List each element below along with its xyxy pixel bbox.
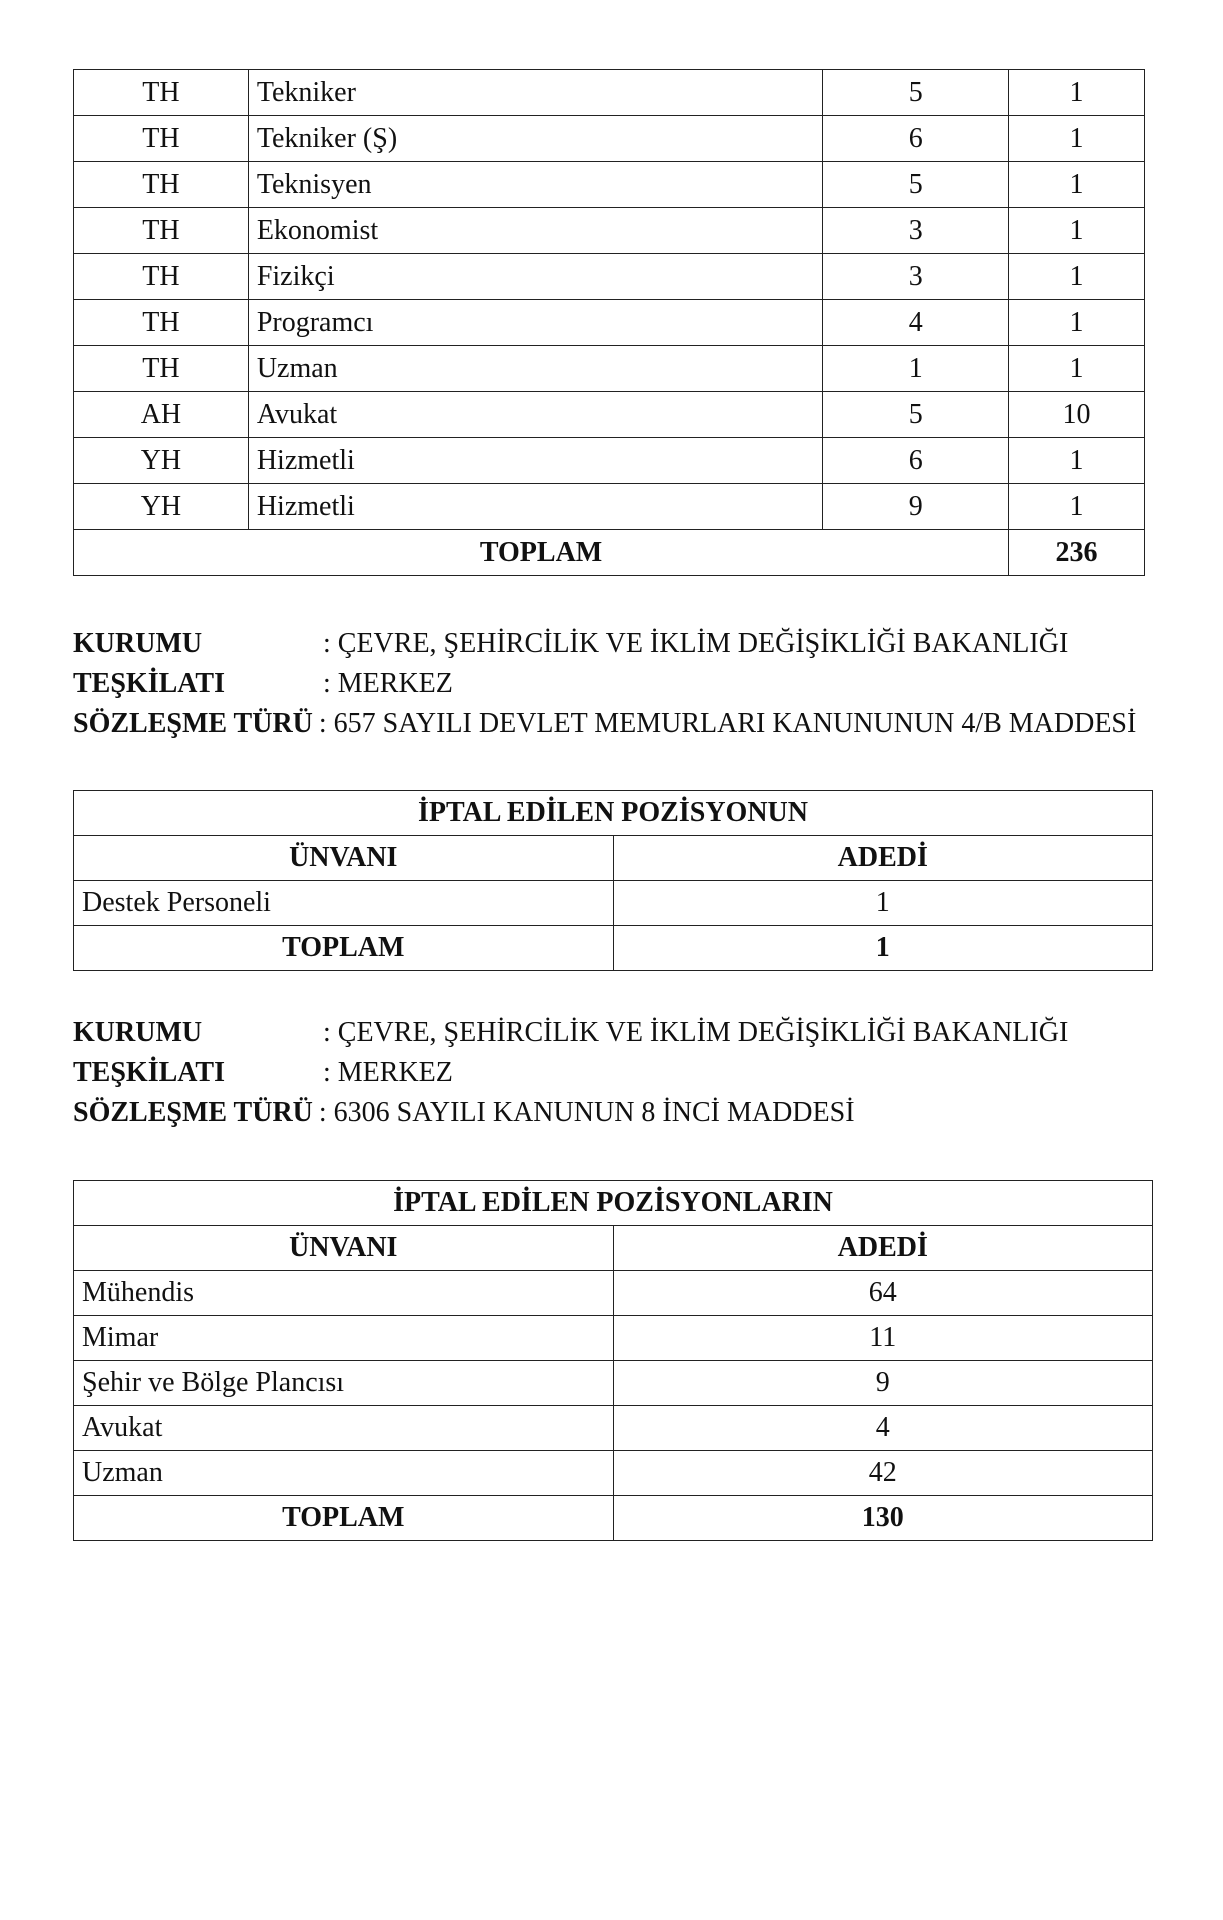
institution-label: KURUMU	[73, 628, 203, 659]
class-code: TH	[74, 70, 249, 116]
table-row	[74, 208, 1145, 254]
count: 1	[1009, 116, 1145, 162]
table-title: İPTAL EDİLEN POZİSYONLARIN	[74, 1181, 1153, 1226]
position-title: Fizikçi	[248, 254, 822, 300]
position-title: Teknisyen	[248, 162, 822, 208]
cancelled-positions-table	[73, 1180, 1153, 1541]
table-row	[74, 162, 1145, 208]
total-label: TOPLAM	[74, 1496, 614, 1541]
position-title: Tekniker	[248, 70, 822, 116]
count: 1	[1009, 484, 1145, 530]
table-row	[74, 1451, 1153, 1496]
table-row	[74, 484, 1145, 530]
count: 9	[613, 1361, 1152, 1406]
table-row	[74, 346, 1145, 392]
class-code: TH	[74, 162, 249, 208]
contract-type-value: : 657 SAYILI DEVLET MEMURLARI KANUNUNUN 4/B MADDESİ	[318, 708, 1137, 739]
institution-value: : ÇEVRE, ŞEHİRCİLİK VE İKLİM DEĞİŞİKLİĞİ BAKANLIĞI	[323, 628, 1069, 659]
institution-info	[73, 624, 1136, 744]
total-label: TOPLAM	[74, 926, 614, 971]
degree: 6	[823, 438, 1009, 484]
total-label: TOPLAM	[74, 530, 1009, 576]
organization-label: TEŞKİLATI	[73, 668, 225, 699]
institution-label: KURUMU	[73, 1017, 203, 1048]
count: 1	[1009, 208, 1145, 254]
position-title: Destek Personeli	[74, 881, 614, 926]
position-title: Avukat	[74, 1406, 614, 1451]
table-row	[74, 881, 1153, 926]
position-title: Hizmetli	[248, 484, 822, 530]
count: 42	[613, 1451, 1152, 1496]
table-row	[74, 116, 1145, 162]
institution-row	[73, 624, 1136, 664]
contract-type-value: : 6306 SAYILI KANUNUN 8 İNCİ MADDESİ	[318, 1097, 855, 1128]
total-row	[74, 530, 1145, 576]
table-row	[74, 1316, 1153, 1361]
class-code: YH	[74, 484, 249, 530]
column-header-title: ÜNVANI	[74, 1226, 614, 1271]
organization-value: : MERKEZ	[323, 668, 453, 699]
organization-row	[73, 664, 1136, 704]
table-row	[74, 70, 1145, 116]
position-title: Tekniker (Ş)	[248, 116, 822, 162]
organization-label: TEŞKİLATI	[73, 1057, 225, 1088]
contract-type-row	[73, 704, 1136, 744]
degree: 5	[823, 392, 1009, 438]
count: 1	[1009, 70, 1145, 116]
degree: 3	[823, 208, 1009, 254]
degree: 3	[823, 254, 1009, 300]
institution-row	[73, 1013, 1068, 1053]
table-row	[74, 1271, 1153, 1316]
class-code: YH	[74, 438, 249, 484]
position-title: Hizmetli	[248, 438, 822, 484]
table-row	[74, 438, 1145, 484]
degree: 4	[823, 300, 1009, 346]
position-title: Avukat	[248, 392, 822, 438]
table-row	[74, 392, 1145, 438]
positions-table	[73, 69, 1145, 576]
count: 4	[613, 1406, 1152, 1451]
degree: 6	[823, 116, 1009, 162]
table-title: İPTAL EDİLEN POZİSYONUN	[74, 791, 1153, 836]
column-header-count: ADEDİ	[613, 836, 1152, 881]
header-row	[74, 836, 1153, 881]
position-title: Programcı	[248, 300, 822, 346]
degree: 5	[823, 162, 1009, 208]
position-title: Uzman	[74, 1451, 614, 1496]
count: 1	[1009, 300, 1145, 346]
institution-info	[73, 1013, 1068, 1133]
class-code: TH	[74, 300, 249, 346]
organization-row	[73, 1053, 1068, 1093]
column-header-title: ÜNVANI	[74, 836, 614, 881]
contract-type-label: SÖZLEŞME TÜRÜ	[73, 708, 313, 739]
total-value: 130	[613, 1496, 1152, 1541]
degree: 1	[823, 346, 1009, 392]
position-title: Ekonomist	[248, 208, 822, 254]
total-value: 1	[613, 926, 1152, 971]
count: 1	[1009, 162, 1145, 208]
table-row	[74, 1406, 1153, 1451]
institution-value: : ÇEVRE, ŞEHİRCİLİK VE İKLİM DEĞİŞİKLİĞİ BAKANLIĞI	[323, 1017, 1069, 1048]
position-title: Mühendis	[74, 1271, 614, 1316]
class-code: TH	[74, 254, 249, 300]
count: 1	[1009, 254, 1145, 300]
header-row	[74, 1226, 1153, 1271]
count: 1	[1009, 438, 1145, 484]
position-title: Şehir ve Bölge Plancısı	[74, 1361, 614, 1406]
table-row	[74, 300, 1145, 346]
table-row	[74, 254, 1145, 300]
column-header-count: ADEDİ	[613, 1226, 1152, 1271]
degree: 9	[823, 484, 1009, 530]
cancelled-position-table	[73, 790, 1153, 971]
contract-type-label: SÖZLEŞME TÜRÜ	[73, 1097, 313, 1128]
count: 64	[613, 1271, 1152, 1316]
position-title: Mimar	[74, 1316, 614, 1361]
contract-type-row	[73, 1093, 1068, 1133]
count: 1	[1009, 346, 1145, 392]
organization-value: : MERKEZ	[323, 1057, 453, 1088]
count: 11	[613, 1316, 1152, 1361]
class-code: TH	[74, 208, 249, 254]
class-code: TH	[74, 346, 249, 392]
total-row	[74, 1496, 1153, 1541]
total-value: 236	[1009, 530, 1145, 576]
class-code: AH	[74, 392, 249, 438]
position-title: Uzman	[248, 346, 822, 392]
count: 10	[1009, 392, 1145, 438]
count: 1	[613, 881, 1152, 926]
table-row	[74, 1361, 1153, 1406]
class-code: TH	[74, 116, 249, 162]
degree: 5	[823, 70, 1009, 116]
total-row	[74, 926, 1153, 971]
